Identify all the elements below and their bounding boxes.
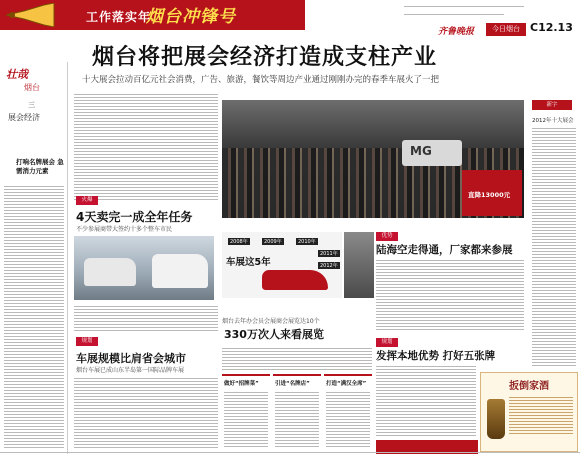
trumpet-icon xyxy=(4,3,58,27)
top-banner xyxy=(0,0,305,30)
summary-headline: 330万次人来看展览 xyxy=(224,328,324,341)
page-subhead: 十大展会拉动百亿元社会消费，广告、旅游，餐饮等周边产业通过刚刚办完的春季车展火了一把 xyxy=(82,75,440,85)
tile-title: 做好“招牌菜” xyxy=(224,381,259,387)
car-figure xyxy=(152,254,208,288)
year-label: 2008年 xyxy=(230,239,248,245)
strategy-tile xyxy=(222,374,270,450)
car-sales-subtitle: 不少参展商带大签约十多个整车市民 xyxy=(76,226,173,233)
mid-section-text xyxy=(376,258,524,332)
column-topic: 展会经济 xyxy=(8,113,40,122)
expo-city-text xyxy=(74,376,218,450)
car-sales-text xyxy=(74,304,218,332)
model-photo xyxy=(344,232,374,298)
lower-section-tag: 规划 xyxy=(376,338,398,347)
strategy-tile xyxy=(273,374,321,450)
summary-caption: 烟台去年办会员会展商会展览达10个 xyxy=(222,318,320,325)
banner-logo: 烟台冲锋号 xyxy=(146,7,236,27)
right-column-headline: 2012年十大展会 xyxy=(532,118,574,124)
year-label: 2011年 xyxy=(320,251,338,257)
year-label: 2012年 xyxy=(320,263,338,269)
expo-years-title: 车展这5年 xyxy=(226,257,271,268)
car-sales-tag: 火爆 xyxy=(76,196,98,205)
dateline xyxy=(404,4,524,9)
column-body-text xyxy=(4,184,64,450)
ad-text xyxy=(509,395,573,435)
car-brand-text: MG xyxy=(410,144,432,158)
year-label: 2009年 xyxy=(264,239,282,245)
tile-text xyxy=(326,390,370,448)
strategy-tile xyxy=(324,374,372,450)
tile-text xyxy=(275,390,319,448)
editor-line xyxy=(404,12,504,17)
expo-city-title: 车展规模比肩省会城市 xyxy=(76,352,186,365)
page-footer xyxy=(0,452,580,460)
mid-section-tag: 优势 xyxy=(376,232,398,241)
column-headline: 打响名牌展会 急需消力元素 xyxy=(16,158,64,175)
summary-text xyxy=(222,346,372,370)
liquor-bottle-icon xyxy=(487,399,505,439)
expo-crowd-photo xyxy=(222,100,524,218)
price-board xyxy=(462,170,522,216)
showroom-photo xyxy=(74,236,214,300)
price-board-text: 直降13000元 xyxy=(468,191,511,199)
right-column-tag: 新字 xyxy=(532,100,572,110)
liquor-advertisement xyxy=(480,372,578,452)
year-label: 2010年 xyxy=(298,239,316,245)
column-number: 三 xyxy=(28,101,35,109)
page-headline: 烟台将把展会经济打造成支柱产业 xyxy=(92,45,438,70)
car-sales-title: 4天卖完一成全年任务 xyxy=(76,210,193,224)
column-logo-sub: 烟台 xyxy=(24,83,40,92)
lower-section-text xyxy=(376,364,476,438)
paper-brand: 齐鲁晚报 xyxy=(438,27,475,37)
page-number: C12.13 xyxy=(530,21,573,34)
car-figure xyxy=(84,258,136,286)
expo-city-tag: 规划 xyxy=(76,337,98,346)
ad-brand: 扳倒家酒 xyxy=(509,381,549,392)
section-tag: 今日烟台 xyxy=(486,23,526,36)
lower-section-title: 发挥本地优势 打好五张牌 xyxy=(376,350,496,362)
car-brand-sign xyxy=(402,140,462,166)
tile-title: 打造“满汉全席” xyxy=(326,381,367,387)
mid-section-title: 陆海空走得通，厂家都来参展 xyxy=(376,244,513,256)
lead-article-text xyxy=(74,92,218,202)
sports-car-figure xyxy=(262,270,328,290)
banner-series-label: 工作落实年 xyxy=(86,10,152,24)
column-logo: 壮哉 xyxy=(6,68,28,81)
tile-text xyxy=(224,390,268,448)
expo-city-subtitle: 烟台车展已成山东半岛第一国际品牌车展 xyxy=(76,367,185,374)
tile-title: 引进“名牌店” xyxy=(275,381,310,387)
right-column-list xyxy=(532,126,576,366)
